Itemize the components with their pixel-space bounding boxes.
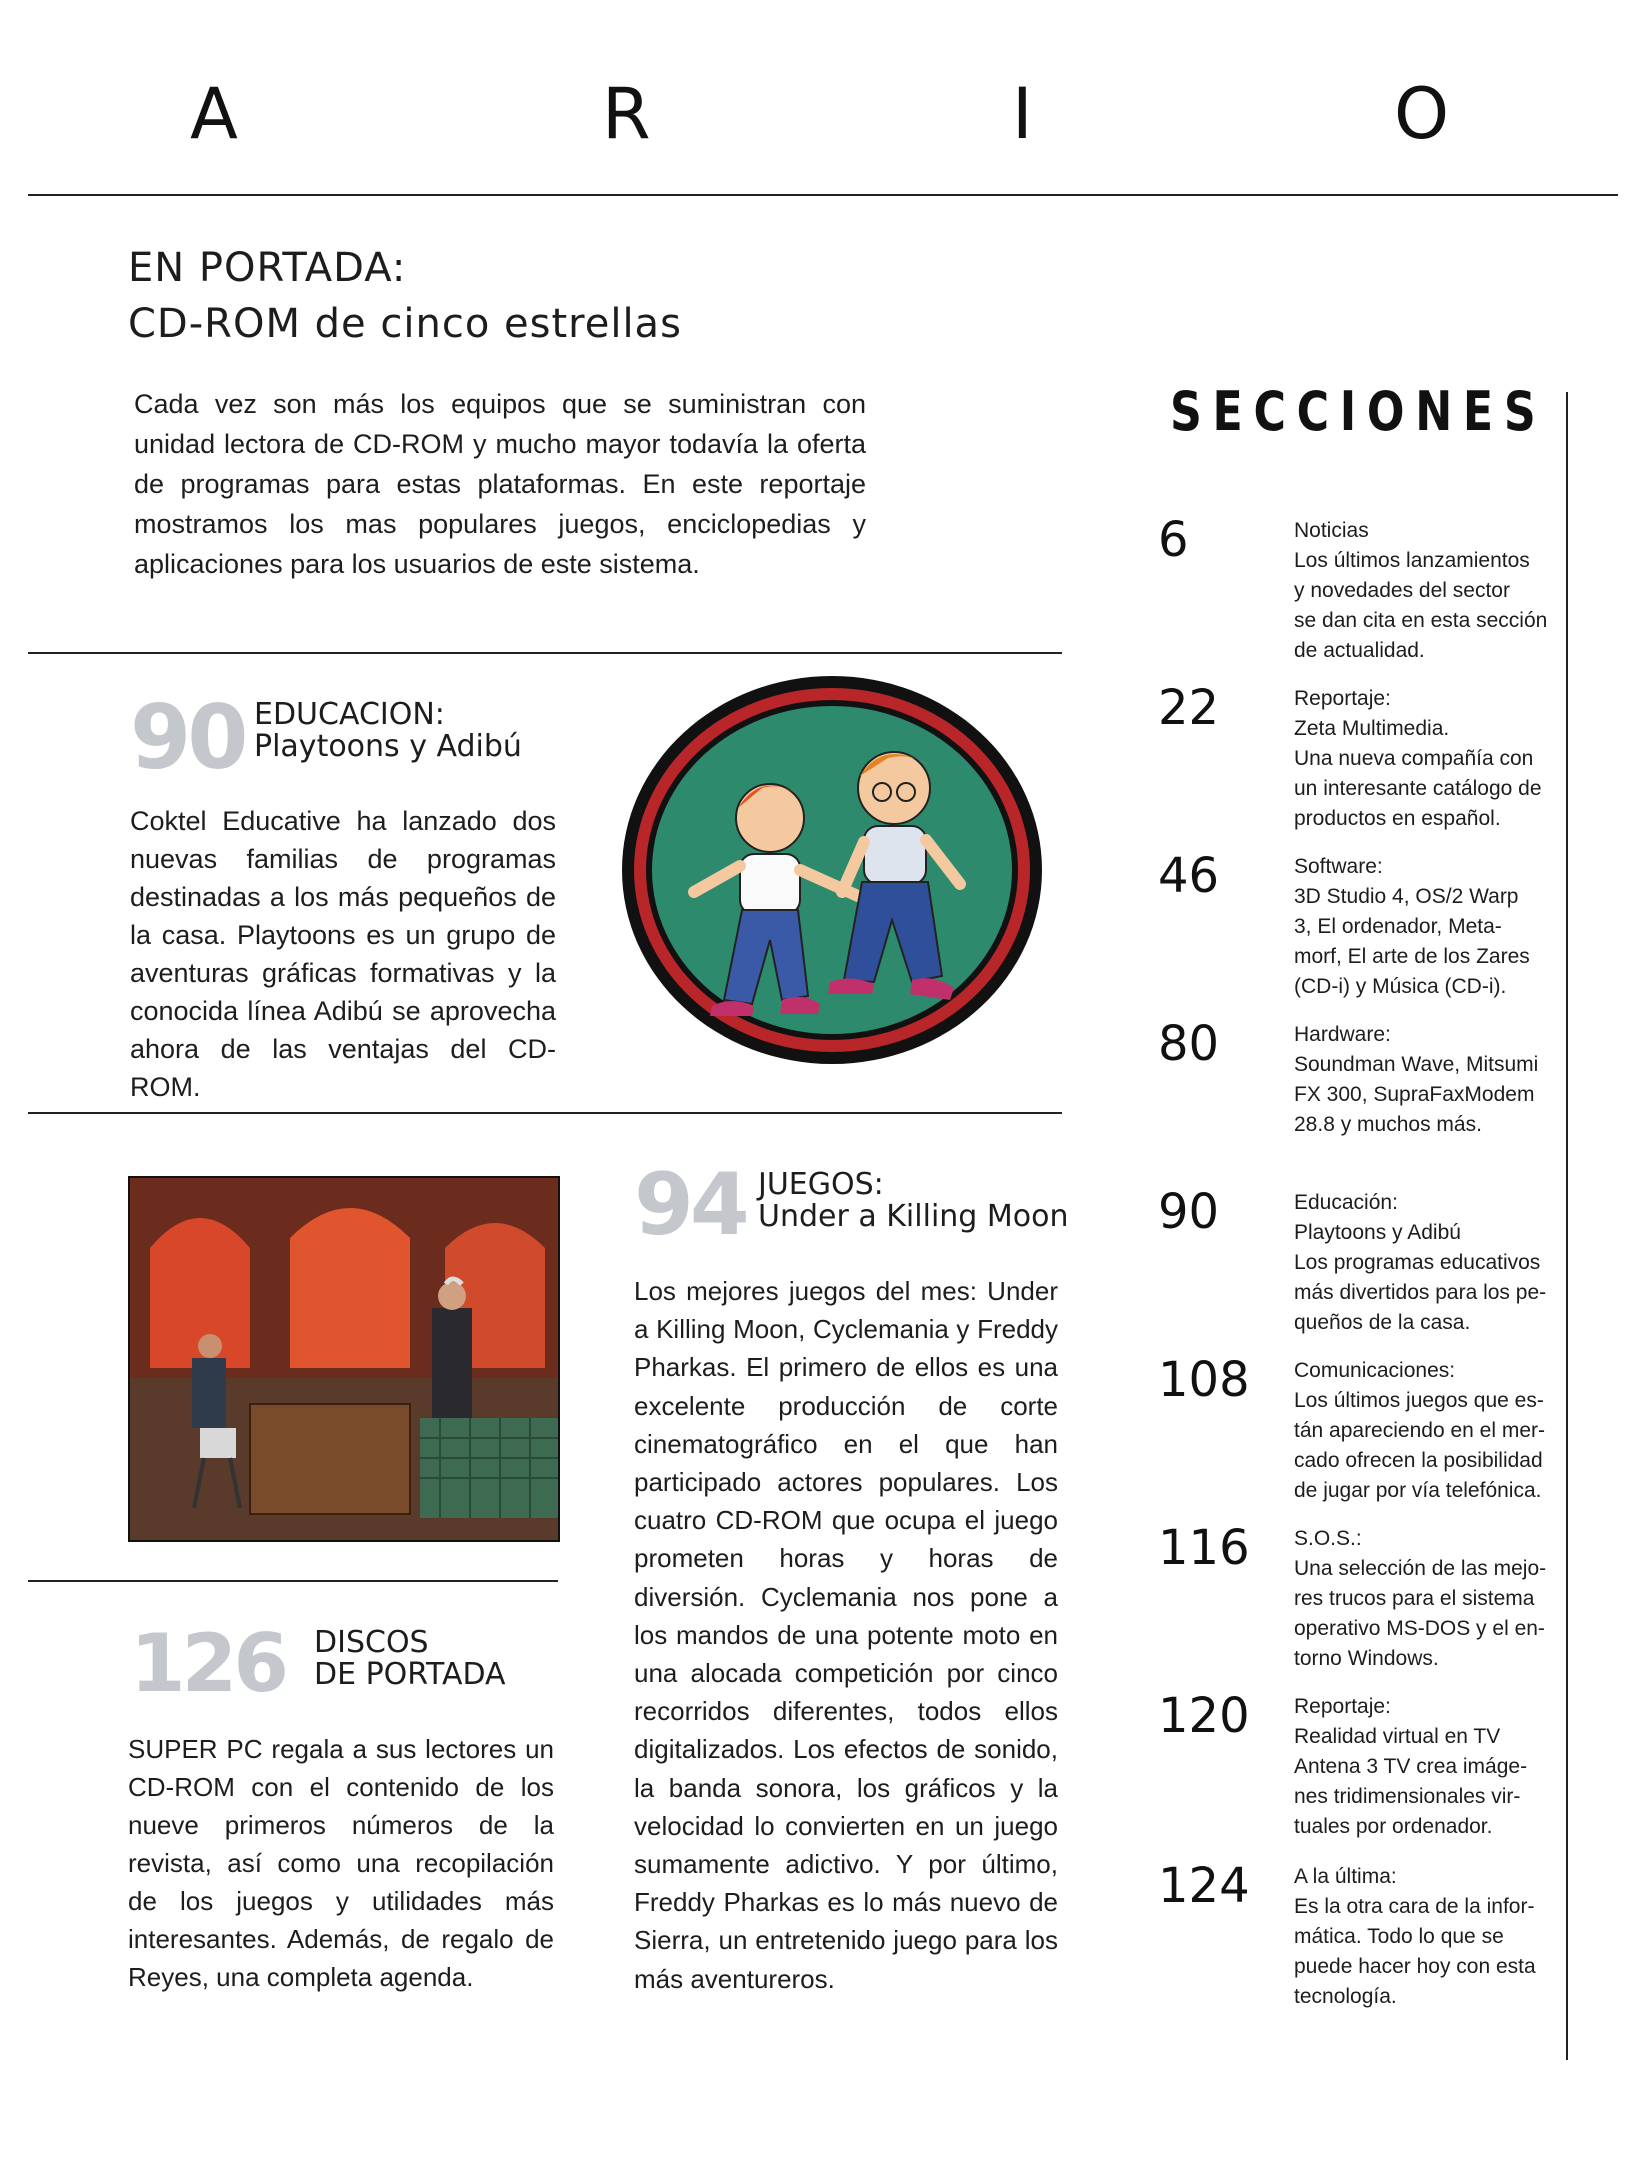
seccion-line: más divertidos para los pe- [1294,1281,1547,1304]
juegos-body: Los mejores juegos del mes: Under a Killing Moon, Cyclemania y Freddy Pharkas. El primero de ellos es una excelente producción de corte cinematográfico en el que han participado actores populares. Los cuatro CD-ROM que ocupa el juego prometen horas y horas de diversión. Cyclemania nos pone a los mandos de una potente moto en una alocada competición por cinco recorridos diferentes, todos ellos digitalizados. Los efectos de sonido, la banda sonora, los gráficos y la velocidad lo convierten en un juego sumamente adictivo. Y por último, Freddy Pharkas es lo más nuevo de Sierra, un entretenido juego para los más aventureros. [634,1276,1058,1994]
juegos-page-number: 94 [634,1155,746,1255]
juegos-label: JUEGOS: [758,1167,884,1202]
seccion-line: 28.8 y muchos más. [1294,1113,1482,1136]
playtoons-badge-svg [612,670,1052,1070]
seccion-category: Reportaje: [1294,687,1391,710]
seccion-line: Los últimos lanzamientos [1294,549,1530,572]
seccion-page-number: 22 [1158,680,1220,736]
seccion-description [1294,1692,1556,1842]
portada-heading [128,240,828,352]
seccion-line: tán apareciendo en el mer- [1294,1419,1545,1442]
seccion-description [1294,1862,1556,2012]
discos-label: DISCOS [314,1625,429,1660]
seccion-line: Realidad virtual en TV [1294,1725,1501,1748]
seccion-line: Una nueva compañía con [1294,747,1534,770]
seccion-page-number: 6 [1158,512,1189,568]
discos-page-number: 126 [130,1617,285,1710]
portada-rule [28,652,1062,654]
seccion-line: mática. Todo lo que se [1294,1925,1504,1948]
seccion-page-number: 124 [1158,1858,1250,1914]
killing-moon-scene-svg [130,1178,558,1540]
seccion-line: 3, El ordenador, Meta- [1294,915,1502,938]
educacion-title: Playtoons y Adibú [254,729,522,764]
seccion-line: res trucos para el sistema [1294,1587,1535,1610]
seccion-category: Comunicaciones: [1294,1359,1456,1382]
seccion-description [1294,1356,1556,1506]
seccion-line: Playtoons y Adibú [1294,1221,1461,1244]
seccion-description [1294,1188,1556,1338]
header-rule [28,194,1618,196]
educacion-body: Coktel Educative ha lanzado dos nuevas familias de programas destinadas a los más pequeños de la casa. Playtoons es un grupo de aventuras gráficas formativas y la conocida línea Adibú se aprovecha ahora de las ventajas del CD-ROM. [130,806,556,1102]
seccion-line: Antena 3 TV crea imáge- [1294,1755,1528,1778]
seccion-category: Reportaje: [1294,1695,1391,1718]
juegos-title: Under a Killing Moon [758,1199,1069,1234]
screenshot-rule [28,1580,558,1582]
secciones-vertical-rule [1566,392,1568,2060]
seccion-line: se dan cita en esta sección [1294,609,1548,632]
portada-label: EN PORTADA: [128,245,407,291]
seccion-description [1294,516,1556,666]
header-letter-r: R [602,73,651,155]
killing-moon-screenshot [128,1176,560,1542]
seccion-description [1294,1524,1556,1674]
seccion-category: Software: [1294,855,1383,878]
header-letter-i: I [1012,73,1033,155]
seccion-line: de jugar por vía telefónica. [1294,1479,1542,1502]
discos-title: DE PORTADA [314,1657,506,1692]
seccion-line: (CD-i) y Música (CD-i). [1294,975,1507,998]
seccion-line: cado ofrecen la posibilidad [1294,1449,1543,1472]
seccion-line: Zeta Multimedia. [1294,717,1450,740]
educacion-page-number: 90 [130,686,245,789]
seccion-line: de actualidad. [1294,639,1425,662]
portada-body: Cada vez son más los equipos que se suministran con unidad lectora de CD-ROM y mucho mayor todavía la oferta de programas para estas plataformas. En este reportaje mostramos los mas populares juegos, enciclopedias y aplicaciones para los usuarios de este sistema. [134,389,866,579]
seccion-category: Noticias [1294,519,1369,542]
seccion-category: S.O.S.: [1294,1527,1362,1550]
playtoons-illustration [612,670,1052,1070]
secciones-title: SECCIONES [1170,380,1547,443]
seccion-page-number: 116 [1158,1520,1250,1576]
seccion-line: Una selección de las mejo- [1294,1557,1547,1580]
seccion-line: queños de la casa. [1294,1311,1471,1334]
educacion-label: EDUCACION: [254,697,445,732]
seccion-line: nes tridimensionales vir- [1294,1785,1521,1808]
seccion-line: operativo MS-DOS y el en- [1294,1617,1545,1640]
seccion-category: A la última: [1294,1865,1397,1888]
seccion-description [1294,852,1556,1002]
seccion-line: morf, El arte de los Zares [1294,945,1530,968]
header-letter-a: A [190,73,238,155]
seccion-category: Hardware: [1294,1023,1391,1046]
seccion-line: y novedades del sector [1294,579,1510,602]
seccion-line: Es la otra cara de la infor- [1294,1895,1535,1918]
seccion-description [1294,684,1556,834]
seccion-line: tecnología. [1294,1985,1397,2008]
seccion-line: tuales por ordenador. [1294,1815,1493,1838]
seccion-page-number: 120 [1158,1688,1250,1744]
seccion-page-number: 90 [1158,1184,1220,1240]
portada-title: CD-ROM de cinco estrellas [128,301,682,347]
seccion-line: Los programas educativos [1294,1251,1541,1274]
educacion-rule [28,1112,1062,1114]
seccion-category: Educación: [1294,1191,1398,1214]
seccion-description [1294,1020,1556,1140]
discos-body: SUPER PC regala a sus lectores un CD-ROM con el contenido de los nueve primeros números de la revista, así como una recopilación de los juegos y utilidades más interesantes. Además, de regalo de Reyes, una completa agenda. [128,1734,554,1992]
seccion-page-number: 46 [1158,848,1220,904]
header-letter-o: O [1394,73,1450,155]
seccion-line: Soundman Wave, Mitsumi [1294,1053,1539,1076]
seccion-line: puede hacer hoy con esta [1294,1955,1536,1978]
seccion-page-number: 108 [1158,1352,1250,1408]
seccion-line: torno Windows. [1294,1647,1439,1670]
seccion-line: FX 300, SupraFaxModem [1294,1083,1535,1106]
seccion-line: 3D Studio 4, OS/2 Warp [1294,885,1519,908]
seccion-line: Los últimos juegos que es- [1294,1389,1544,1412]
seccion-page-number: 80 [1158,1016,1220,1072]
seccion-line: un interesante catálogo de [1294,777,1542,800]
seccion-line: productos en español. [1294,807,1501,830]
